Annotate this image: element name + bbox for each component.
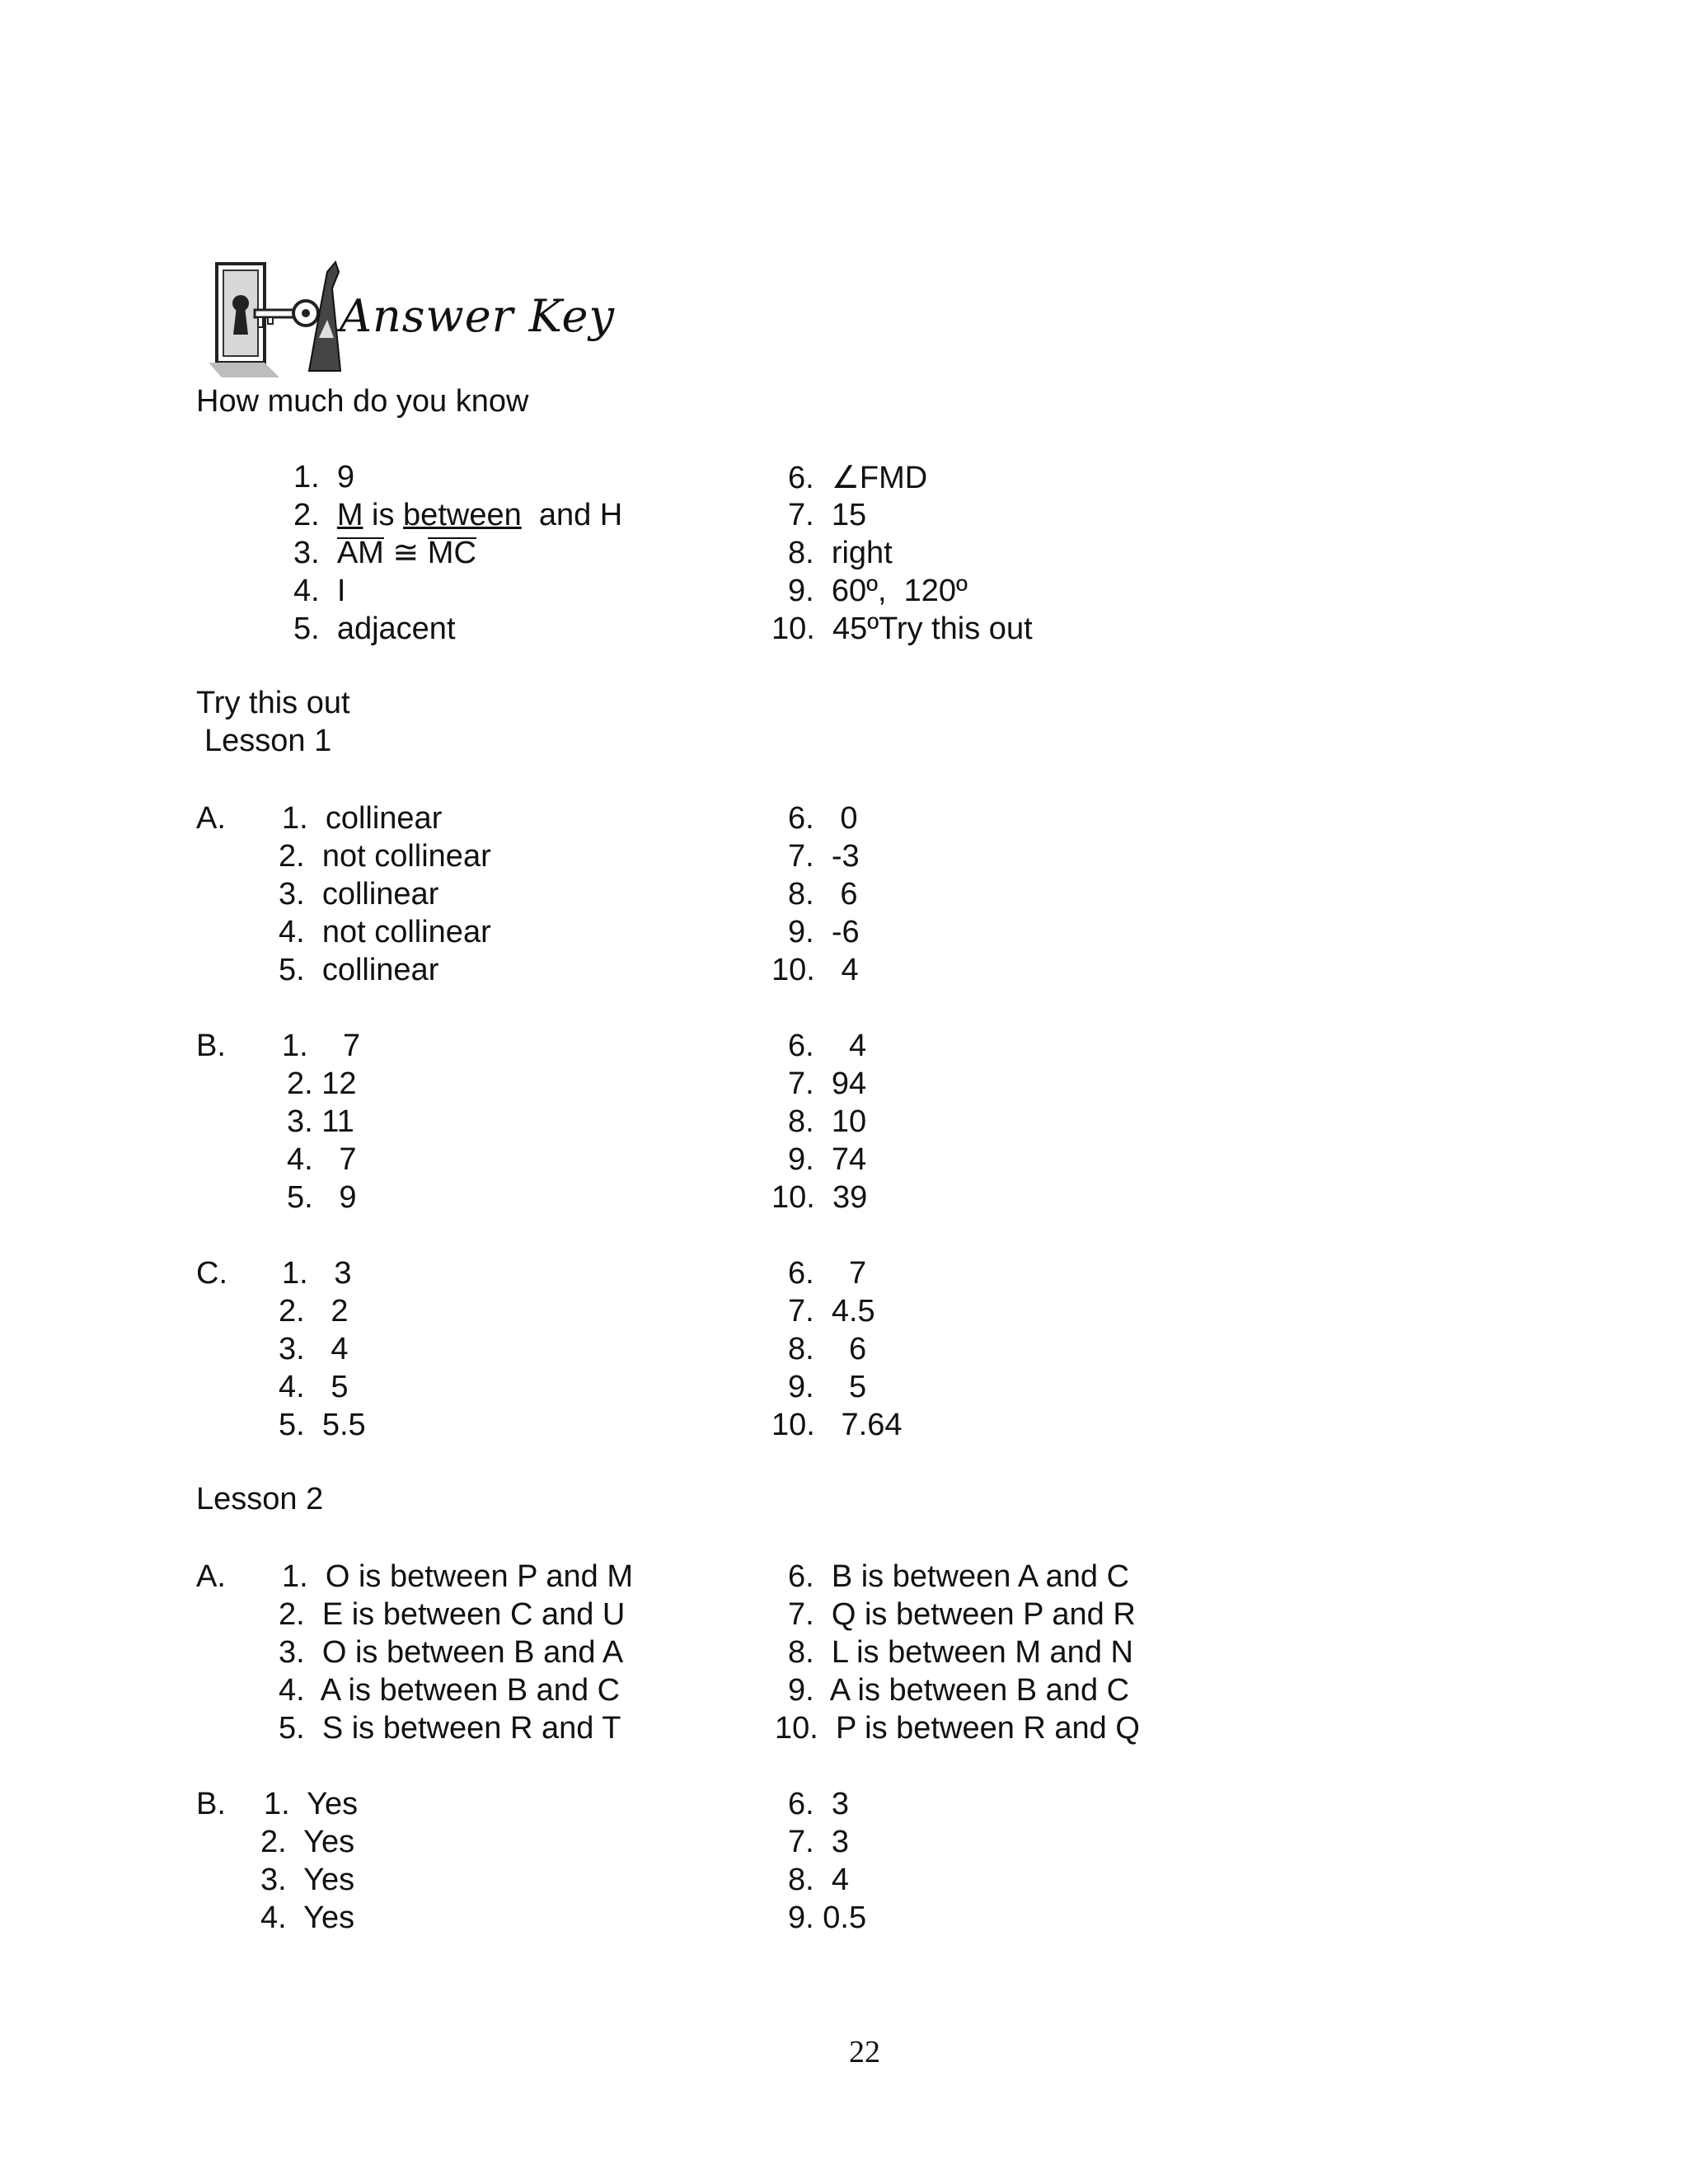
answer-list-item: 5. 9 xyxy=(287,1180,357,1215)
answer-list-item: 6. 3 xyxy=(788,1787,849,1821)
answer-list-item: 2. E is between C and U xyxy=(279,1597,626,1632)
answer-list-item: 4. Yes xyxy=(260,1900,355,1935)
answer-list-item: 3. O is between B and A xyxy=(279,1635,624,1670)
section-heading-pretest: How much do you know xyxy=(196,384,529,419)
answer-list-item: 1. O is between P and M xyxy=(282,1559,633,1594)
segment-mc: MC xyxy=(427,536,476,570)
answer-list-item: 3. 11 xyxy=(287,1104,354,1139)
answer-list-item: 7. -3 xyxy=(788,839,860,874)
answer-list-item: 9. A is between B and C xyxy=(788,1673,1130,1708)
answer-list-item: 7. Q is between P and R xyxy=(788,1597,1136,1632)
page-number: 22 xyxy=(849,2035,880,2069)
answer-list-item: 6. 4 xyxy=(788,1029,867,1063)
answer-list-item: 9. 74 xyxy=(788,1142,867,1177)
answer-list-item: 4. not collinear xyxy=(279,915,491,949)
answer-list-item: 1. 9 xyxy=(293,460,354,494)
answer-list-item: 9. -6 xyxy=(788,915,860,949)
answer-list-item: 5. 5.5 xyxy=(279,1408,366,1442)
congruent-symbol: ≅ xyxy=(383,536,428,570)
answer-list-item: 4. 5 xyxy=(279,1370,349,1404)
answer-list-item: 1. collinear xyxy=(282,801,443,836)
answer-list-item: 10. 7.64 xyxy=(771,1408,903,1442)
answer-list-item: 2. M is between and H xyxy=(293,498,623,532)
answer-list-item: 1. 7 xyxy=(282,1029,361,1063)
page-title: Answer Key xyxy=(340,290,615,342)
angle-symbol: ∠ xyxy=(831,459,860,495)
lesson-heading-2: Lesson 2 xyxy=(196,1482,324,1516)
segment-am: AM xyxy=(336,536,384,570)
part-label: B. xyxy=(196,1787,226,1821)
answer-list-item: 7. 94 xyxy=(788,1066,867,1101)
answer-list-item: 9. 60º, 120º xyxy=(788,574,968,608)
section-heading-try-this-out: Try this out xyxy=(196,686,350,720)
answer-list-item: 5. adjacent xyxy=(293,612,456,646)
answer-list-item: 6. 0 xyxy=(788,801,858,836)
answer-list-item: 6. ∠FMD xyxy=(788,459,928,495)
answer-list-item: 8. L is between M and N xyxy=(788,1635,1133,1670)
answer-list-item: 1. 3 xyxy=(282,1256,352,1291)
answer-list-item: 2. Yes xyxy=(260,1825,355,1859)
answer-key-logo xyxy=(196,241,336,364)
lesson-heading-1: Lesson 1 xyxy=(204,724,332,758)
answer-list-item: 9. 5 xyxy=(788,1370,867,1404)
answer-list-item: 6. 7 xyxy=(788,1256,867,1291)
part-label: A. xyxy=(196,801,226,836)
answer-list-item: 10. 39 xyxy=(771,1180,868,1215)
answer-list-item: 9. 0.5 xyxy=(788,1900,867,1935)
answer-list-item: 7. 4.5 xyxy=(788,1294,875,1329)
answer-list-item: 6. B is between A and C xyxy=(788,1559,1130,1594)
part-label: A. xyxy=(196,1559,226,1594)
answer-list-item: 4. I xyxy=(293,574,346,608)
keyhole-key-icon xyxy=(204,255,344,379)
answer-list-item: 3. Yes xyxy=(260,1863,355,1897)
answer-list-item: 7. 15 xyxy=(788,498,867,532)
answer-list-item: 4. A is between B and C xyxy=(279,1673,621,1708)
answer-list-item: 10. 4 xyxy=(771,953,859,987)
part-label: C. xyxy=(196,1256,227,1291)
answer-list-item: 8. 10 xyxy=(788,1104,867,1139)
answer-list-item: 10. 45ºTry this out xyxy=(771,612,1033,646)
answer-list-item: 3. 4 xyxy=(279,1332,349,1366)
answer-list-item: 10. P is between R and Q xyxy=(775,1711,1140,1746)
answer-list-item: 4. 7 xyxy=(287,1142,357,1177)
between-text: between xyxy=(403,498,522,532)
answer-list-item: 8. right xyxy=(788,536,893,570)
answer-list-item: 2. not collinear xyxy=(279,839,491,874)
answer-list-item: 5. S is between R and T xyxy=(279,1711,621,1746)
part-label: B. xyxy=(196,1029,226,1063)
answer-list-item: 5. collinear xyxy=(279,953,439,987)
answer-list-item: 8. 6 xyxy=(788,877,858,912)
answer-list-item: 8. 4 xyxy=(788,1863,849,1897)
answer-list-item: 3. collinear xyxy=(279,877,439,912)
answer-list-item: 7. 3 xyxy=(788,1825,849,1859)
answer-list-item: 2. 2 xyxy=(279,1294,349,1329)
answer-list-item: 8. 6 xyxy=(788,1332,867,1366)
answer-list-item: 3. AM ≅ MC xyxy=(293,536,476,570)
answer-list-item: 1. Yes xyxy=(264,1787,359,1821)
segment-label: M xyxy=(336,498,363,532)
answer-list-item: 2. 12 xyxy=(287,1066,357,1101)
